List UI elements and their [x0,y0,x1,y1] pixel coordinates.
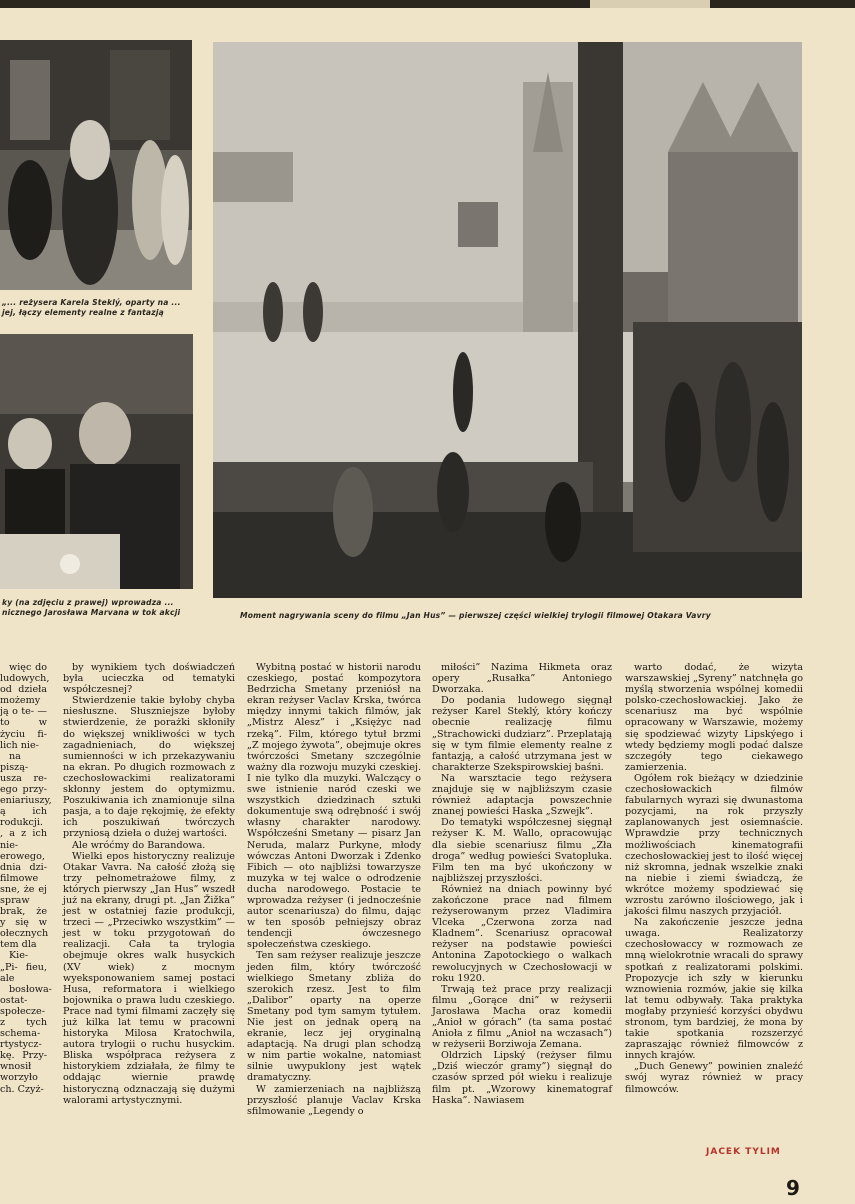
page-number: 9 [786,1176,800,1200]
photo-left-top [0,40,192,290]
paragraph: Kie- „Pi- fieu, ale [0,950,47,984]
text-column-4 [432,662,612,1144]
paragraph: Ogółem rok bieżący w dziedzinie czechosłowackich filmów fabularnych wyrazi się dwunastoma pozycjami, na rok przyszły zaplanowanych jest osiemnaście. Wprawdzie przy technicznych możliwościach kinematografii czechosłowackiej jest to ilość więcej niż skromna, jednak wszelkie znaki na niebie i ziemi świadczą, że wkrótce możemy spodziewać się wzrostu zarówno ilościowego, jak i jakości filmu naszych przyjaciół. [625,772,803,918]
paragraph: Trwają też prace przy realizacji filmu „Gorące dni” w reżyserii Jarosława Macha oraz komedii „Anioł w górach” (ta sama postać Anioła z filmu „Anioł na wczasach”) w reżyserii Borziwoja Zemana. [432,983,612,1051]
paragraph: Do podania ludowego sięgnął reżyser Karel Steklý, który kończy obecnie realizację filmu „Strachowicki dudziarz”. Przeplatają się w tym filmie elementy realne z fantazją, a całość utrzymana jest w charakterze Szekspirowskiej baśni. [432,695,612,773]
paragraph: Oldrzich Lipský (reżyser filmu „Dziś wieczór gramy”) sięgnął do czasów sprzed pół wieku i realizuje film pt. „Wzorowy kinematograf Haska”. Nawiasem [432,1050,612,1106]
paragraph: Również na dniach powinny być zakończone prace nad filmem reżyserowanym przez Vladimira Vlceka „Czerwona zorza nad Kladnem”. Scenariusz opracował reżyser na podstawie powieści Antonina Zapotockiego o walkach rewolucyjnych w Czechosłowacji w roku 1920. [432,883,612,984]
paragraph: więc do ludowych, od dzieła możemy ją o te- — to w życiu fi- lich nie- [0,662,50,751]
caption-left-bottom: ky (na zdjęciu z prawej) wprowadza ... nicznego Jarosława Marvana w tok akcji [2,598,181,617]
text-column-2 [63,662,235,1144]
paragraph: by wynikiem tych doświadczeń była ucieczka od tematyki współczesnej? [63,662,235,696]
top-banner-tab [590,0,710,8]
text-column-5 [625,662,803,1140]
paragraph: Na zakończenie jeszcze jedna uwaga. Realizatorzy czechosłowaccy w rozmowach ze mną wielokrotnie wracali do sprawy spotkań z realizatorami polskimi. Propozycje ich szły w kierunku wznowienia rozmów, jakie się kilka lat temu odbywały. Taka praktyka mogłaby przynieść korzyści obydwu stronom, tym bardziej, że mona by takie spotkania rozszerzyć zapraszając również filmowców z innych krajów. [625,917,803,1062]
caption-main: Moment nagrywania sceny do filmu „Jan Hus” — pierwszej części wielkiej trylogii filmowej Otakara Vavry [240,611,711,620]
paragraph: na piszą- usza re- ego przy- eniariuszy, ą ich rodukcji. , a z ich nie- erowego, dnia dzi- filmowe sne, że ej spraw brak, że y się w ołecznych tem dla [0,750,52,951]
paragraph: Ale wróćmy do Barandowa. [72,839,206,851]
paragraph: Stwierdzenie takie byłoby chyba niesłuszne. Słuszniejsze byłoby stwierdzenie, że porażki skłoniły do większej wnikliwości w tych zagadnieniach, do większej sumienności w ich przekazywaniu na ekran. Po długich rozmowach z czechosłowackimi realizatorami skłonny jestem do optymizmu. Poszukiwania ich znamionuje silna pasja, a to daje rękojmię, że efekty ich poszukiwań twórczych przyniosą dzieła o dużej wartości. [63,695,235,840]
paragraph: Wielki epos historyczny realizuje Otakar Vavra. Na całość złożą się trzy pełnometrażowe filmy, z których pierwszy „Jan Hus” wszedł już na ekrany, drugi pt. „Jan Žižka” jest w ostatniej fazie produkcji, trzeci — „Przeciwko wszystkim” — jest w toku przygotowań do realizacji. Cała ta trylogia obejmuje okres walk husyckich (XV wiek) z mocnym wyeksponowaniem samej postaci Husa, reformatora i wielkiego bojownika o prawa ludu czeskiego. Prace nad tymi filmami zaczęły się już kilka lat temu w pracowni historyka Milosa Kratochwila, autora trylogii o ruchu husyckim. Bliska współpraca reżysera z historykiem zdziałała, że filmy te oddając wiernie prawdę historyczną odznaczają się dużymi walorami artystycznymi. [63,850,235,1106]
paragraph: Do tematyki współczesnej sięgnął reżyser K. M. Wallo, opracowując dla siebie scenariusz filmu „Zła droga” według powieści Svatopluka. Film ten ma być ukończony w najbliższej przyszłości. [432,817,612,884]
top-banner-strip [0,0,855,8]
paragraph: miłości” Nazima Hikmeta oraz opery „Rusałka” Antoniego Dworzaka. [432,662,612,696]
paragraph: bosłowa- ostat- społecze- z tych schema- rtystycz- kę. Przy- wnosił worzyło ch. Czyż- [0,983,52,1095]
paragraph: Na warsztacie tego reżysera znajduje się w najbliższym czasie również adaptacja powszechnie znanej powieści Haska „Szwejk”. [432,772,612,818]
text-column-3 [247,662,421,1144]
paragraph: „Duch Genewy” powinien znaleźć swój wyraz również w pracy filmowców. [625,1061,803,1095]
paragraph: Wybitną postać w historii narodu czeskiego, postać kompozytora Bedrzicha Smetany przeniósł na ekran reżyser Vaclav Krska, twórca między innymi takich filmów, jak „Mistrz Alesz” i „Księżyc nad rzeką”. Film, którego tytuł brzmi „Z mojego żywota”, obejmuje okres twórczości Smetany szczególnie ważny dla rozwoju muzyki czeskiej. I nie tylko dla muzyki. Walczący o swe istnienie naród czeski we wszystkich dziedzinach sztuki dokumentuje swą odrębność i swój własny charakter narodowy. Współcześni Smetany — pisarz Jan Neruda, malarz Purkyne, młody wówczas Antoni Dworzak i Zdenko Fibich — oto najbliżsi towarzysze muzyka w tej walce o odrodzenie ducha narodowego. Postacie te wprowadza reżyser (i jednocześnie autor scenariusza) do filmu, dając w ten sposób pełniejszy obraz tendencji ówczesnego społeczeństwa czeskiego. [247,662,421,951]
paragraph: warto dodać, że wizyta warszawskiej „Syreny” natchnęła go myślą stworzenia wspólnej komedii polsko-czechosłowackiej. Jako że scenariusz ma być wspólnie opracowany w Warszawie, możemy się spodziewać wizyty Lipskýego i wtedy będziemy mogli podać dalsze szczegóły tego ciekawego zamierzenia. [625,662,803,773]
photo-main-film-set [213,42,802,598]
caption-left-top: „... reżysera Karela Steklý, oparty na ... jej, łączy elementy realne z fantazją [2,298,181,317]
photo-left-bottom [0,334,193,589]
author-signature: JACEK TYLIM [706,1147,781,1157]
text-column-1 [0,662,52,1144]
paragraph: Ten sam reżyser realizuje jeszcze jeden film, który twórczość wielkiego Smetany zbliża do szerokich rzesz. Jest to film „Dalibor” oparty na operze Smetany pod tym samym tytułem. Nie jest on jednak operą na ekranie, lecz jej oryginalną adaptacją. Na drugi plan schodzą w nim partie wokalne, natomiast silnie uwypuklony jest wątek dramatyczny. [247,950,421,1084]
paragraph: W zamierzeniach na najbliższą przyszłość planuje Vaclav Krska sfilmowanie „Legendy o [247,1083,421,1117]
